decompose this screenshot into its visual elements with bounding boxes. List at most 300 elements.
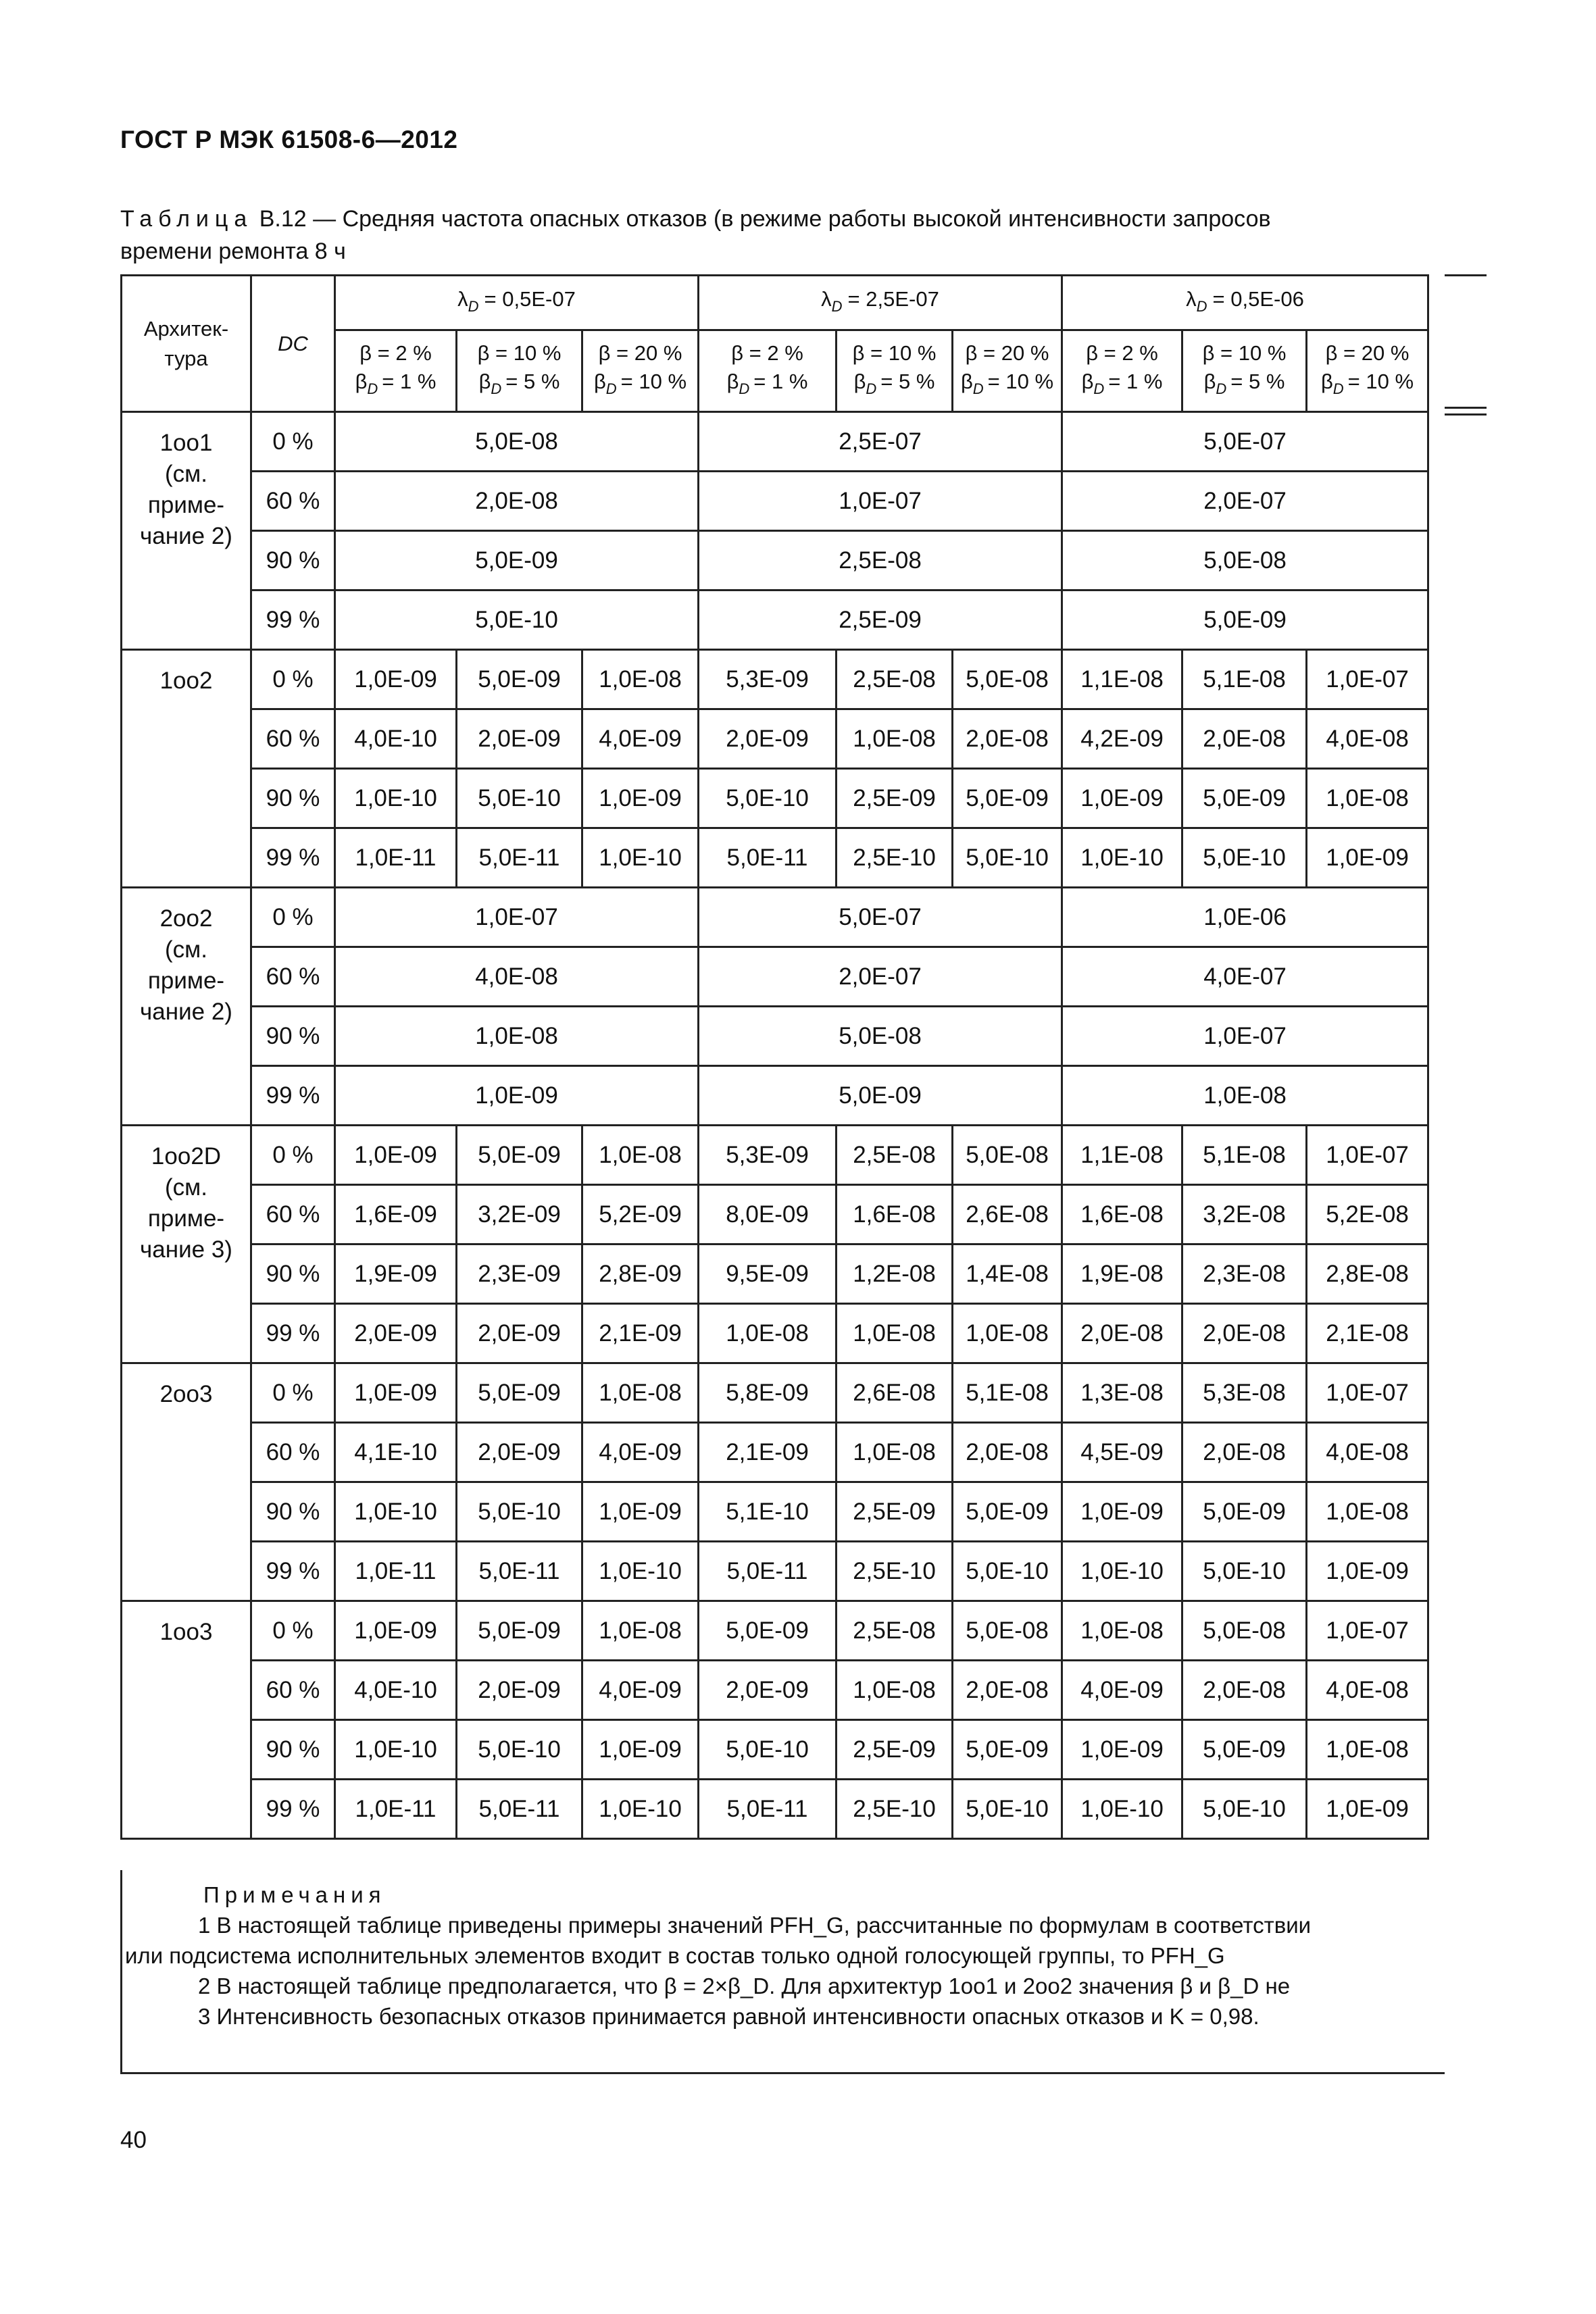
value-cell: 1,0E-10: [335, 769, 457, 828]
value-cell: 5,0E-10: [457, 1482, 582, 1542]
table-row: [122, 1542, 1428, 1601]
value-cell: 4,5E-09: [1062, 1423, 1182, 1482]
value-cell: 2,0E-09: [457, 1423, 582, 1482]
beta-d-label: [837, 368, 951, 403]
value-cell: 5,0E-11: [699, 1780, 837, 1839]
beta-subscript: D: [491, 380, 502, 397]
value-cell: 5,0E-10: [1182, 828, 1307, 888]
lambda-group-header: [1062, 276, 1428, 330]
table-top-rule-extension: [1445, 274, 1487, 276]
value-cell: 5,0E-11: [457, 1542, 582, 1601]
value-cell: 4,0E-10: [335, 709, 457, 769]
beta-subscript: D: [605, 380, 617, 397]
value-cell: 9,5E-09: [699, 1244, 837, 1304]
beta-symbol: β: [853, 369, 866, 393]
value-cell: 5,1E-08: [1182, 1126, 1307, 1185]
arch-cell: [122, 888, 251, 1126]
value-cell: 2,3E-08: [1182, 1244, 1307, 1304]
arch-header-text: Архитек-тура: [143, 316, 229, 370]
value-cell: 2,5E-09: [837, 1482, 953, 1542]
beta-label: β = 10 %: [477, 341, 562, 365]
header-row-1: [122, 276, 1428, 330]
value-cell: 2,5E-10: [837, 828, 953, 888]
lambda-subscript: D: [831, 297, 843, 315]
beta-label: β = 20 %: [965, 341, 1049, 365]
table-row: [122, 947, 1428, 1007]
value-cell: 1,0E-10: [1062, 1542, 1182, 1601]
value-cell: 5,0E-10: [699, 1720, 837, 1780]
beta-d-label: [1183, 368, 1305, 403]
value-cell: 1,0E-08: [837, 1423, 953, 1482]
lambda-symbol: λ: [1186, 286, 1197, 311]
dc-cell: 90 %: [251, 1007, 335, 1066]
value-cell: 1,0E-09: [1307, 1780, 1428, 1839]
value-cell: 1,0E-10: [335, 1720, 457, 1780]
note-2: 2 В настоящей таблице предполагается, что β = 2×β_D. Для архитектур 1oo1 и 2oo2 значения β и β_D не: [198, 1973, 1291, 1998]
value-cell: 1,9E-09: [335, 1244, 457, 1304]
merged-value-cell: 2,5E-07: [699, 412, 1062, 472]
value-cell: 5,2E-08: [1307, 1185, 1428, 1244]
value-cell: 4,0E-09: [582, 1423, 699, 1482]
arch-cell: [122, 1601, 251, 1839]
table-row: [122, 590, 1428, 650]
beta-symbol: β: [593, 369, 606, 393]
beta-subscript: D: [1093, 380, 1105, 397]
dc-cell: 60 %: [251, 1185, 335, 1244]
beta-d-label: [583, 368, 697, 403]
value-cell: 2,6E-08: [837, 1363, 953, 1423]
table-row: [122, 412, 1428, 472]
value-cell: 2,0E-08: [953, 1423, 1062, 1482]
value-cell: 5,8E-09: [699, 1363, 837, 1423]
value-cell: 1,0E-09: [335, 650, 457, 709]
value-cell: 4,0E-08: [1307, 1423, 1428, 1482]
arch-cell-text: 1oo1 (см. приме-чание 2): [140, 430, 232, 549]
value-cell: 1,0E-07: [1307, 1601, 1428, 1661]
beta-d-value: = 10 %: [987, 369, 1054, 393]
value-cell: 5,0E-10: [457, 769, 582, 828]
value-cell: 5,3E-08: [1182, 1363, 1307, 1423]
value-cell: 1,0E-09: [1062, 1482, 1182, 1542]
merged-value-cell: 1,0E-07: [1062, 1007, 1428, 1066]
value-cell: 1,0E-11: [335, 1780, 457, 1839]
table-row: [122, 1482, 1428, 1542]
value-cell: 1,0E-11: [335, 1542, 457, 1601]
value-cell: 4,0E-10: [335, 1661, 457, 1720]
dc-cell: 99 %: [251, 1780, 335, 1839]
arch-cell-text: 1oo2D (см. приме-чание 3): [140, 1143, 232, 1263]
lambda-subscript: D: [1196, 297, 1207, 315]
dc-cell: 99 %: [251, 1066, 335, 1126]
dc-cell: 0 %: [251, 888, 335, 947]
value-cell: 5,0E-09: [457, 1126, 582, 1185]
value-cell: 1,0E-10: [582, 828, 699, 888]
value-cell: 4,1E-10: [335, 1423, 457, 1482]
beta-d-label: [699, 368, 835, 403]
dc-cell: 90 %: [251, 769, 335, 828]
lambda-value: = 0,5E-06: [1212, 286, 1304, 311]
value-cell: 1,0E-10: [1062, 828, 1182, 888]
caption-line-2: времени ремонта 8 ч: [120, 238, 346, 264]
value-cell: 1,0E-08: [837, 709, 953, 769]
value-cell: 2,0E-08: [1182, 1304, 1307, 1363]
dc-cell: 0 %: [251, 650, 335, 709]
value-cell: 1,0E-08: [582, 1601, 699, 1661]
value-cell: 5,0E-09: [953, 769, 1062, 828]
beta-label: β = 20 %: [1325, 341, 1410, 365]
value-cell: 1,0E-08: [582, 1126, 699, 1185]
value-cell: 5,3E-09: [699, 1126, 837, 1185]
dc-cell: 99 %: [251, 1304, 335, 1363]
value-cell: 2,5E-09: [837, 769, 953, 828]
caption-text: В.12 — Средняя частота опасных отказов (в режиме работы высокой интенсивности запросов: [253, 206, 1271, 232]
value-cell: 1,3E-08: [1062, 1363, 1182, 1423]
value-cell: 2,1E-09: [699, 1423, 837, 1482]
table-row: [122, 1423, 1428, 1482]
value-cell: 2,0E-08: [1062, 1304, 1182, 1363]
value-cell: 4,0E-09: [1062, 1661, 1182, 1720]
beta-header: [1307, 330, 1428, 412]
value-cell: 3,2E-08: [1182, 1185, 1307, 1244]
value-cell: 1,0E-08: [582, 1363, 699, 1423]
dc-cell: 60 %: [251, 709, 335, 769]
value-cell: 1,0E-09: [582, 769, 699, 828]
value-cell: 1,4E-08: [953, 1244, 1062, 1304]
value-cell: 1,2E-08: [837, 1244, 953, 1304]
value-cell: 4,2E-09: [1062, 709, 1182, 769]
table-row: [122, 531, 1428, 590]
value-cell: 5,0E-11: [457, 1780, 582, 1839]
value-cell: 2,8E-08: [1307, 1244, 1428, 1304]
table-row: [122, 1007, 1428, 1066]
merged-value-cell: 1,0E-07: [335, 888, 699, 947]
value-cell: 1,0E-08: [1307, 1720, 1428, 1780]
value-cell: 5,0E-10: [953, 1780, 1062, 1839]
value-cell: 5,0E-09: [457, 1601, 582, 1661]
table-row: [122, 650, 1428, 709]
table-row: [122, 472, 1428, 531]
arch-cell-text: 1oo2: [159, 668, 213, 694]
beta-header: [1062, 330, 1182, 412]
arch-cell: [122, 1363, 251, 1601]
value-cell: 1,0E-09: [335, 1363, 457, 1423]
dc-cell: 60 %: [251, 947, 335, 1007]
value-cell: 5,0E-10: [953, 1542, 1062, 1601]
merged-value-cell: 4,0E-07: [1062, 947, 1428, 1007]
value-cell: 2,3E-09: [457, 1244, 582, 1304]
value-cell: 1,0E-09: [335, 1601, 457, 1661]
beta-d-value: = 5 %: [505, 369, 560, 393]
merged-value-cell: 5,0E-09: [699, 1066, 1062, 1126]
caption-line-1: [120, 203, 1445, 235]
value-cell: 1,1E-08: [1062, 650, 1182, 709]
beta-header: [953, 330, 1062, 412]
value-cell: 2,0E-08: [1182, 709, 1307, 769]
table-row: [122, 1363, 1428, 1423]
beta-label: β = 10 %: [1202, 341, 1287, 365]
merged-value-cell: 5,0E-08: [1062, 531, 1428, 590]
beta-d-value: = 5 %: [1230, 369, 1285, 393]
header-rule-extension: [1445, 407, 1487, 409]
beta-label: β = 2 %: [1086, 341, 1158, 365]
beta-d-value: = 1 %: [753, 369, 808, 393]
value-cell: 1,1E-08: [1062, 1126, 1182, 1185]
note-1b: или подсистема исполнительных элементов входит в состав только одной голосующей группы, то PFH_G: [125, 1943, 1225, 1968]
merged-value-cell: 5,0E-07: [699, 888, 1062, 947]
dc-cell: 60 %: [251, 1661, 335, 1720]
value-cell: 1,0E-09: [1307, 1542, 1428, 1601]
merged-value-cell: 2,0E-07: [1062, 472, 1428, 531]
dc-cell: 0 %: [251, 1363, 335, 1423]
value-cell: 5,3E-09: [699, 650, 837, 709]
merged-value-cell: 5,0E-09: [335, 531, 699, 590]
value-cell: 5,0E-10: [953, 828, 1062, 888]
beta-subscript: D: [367, 380, 378, 397]
value-cell: 5,0E-08: [1182, 1601, 1307, 1661]
beta-subscript: D: [739, 380, 750, 397]
beta-label: β = 2 %: [359, 341, 432, 365]
value-cell: 2,1E-09: [582, 1304, 699, 1363]
value-cell: 1,0E-08: [1062, 1601, 1182, 1661]
dc-cell: 0 %: [251, 1601, 335, 1661]
value-cell: 1,6E-09: [335, 1185, 457, 1244]
dc-header-text: DC: [278, 331, 308, 355]
table-row: [122, 1126, 1428, 1185]
lambda-value: = 2,5E-07: [847, 286, 939, 311]
value-cell: 1,0E-08: [582, 650, 699, 709]
merged-value-cell: 2,0E-07: [699, 947, 1062, 1007]
beta-symbol: β: [960, 369, 973, 393]
value-cell: 2,0E-09: [457, 709, 582, 769]
value-cell: 5,0E-08: [953, 1126, 1062, 1185]
arch-header: [122, 276, 251, 412]
dc-cell: 90 %: [251, 1482, 335, 1542]
beta-header: [335, 330, 457, 412]
value-cell: 2,5E-10: [837, 1780, 953, 1839]
dc-cell: 90 %: [251, 1244, 335, 1304]
value-cell: 2,0E-08: [953, 709, 1062, 769]
header-rule-extension-2: [1445, 413, 1487, 416]
value-cell: 1,0E-07: [1307, 650, 1428, 709]
table-row: [122, 769, 1428, 828]
lambda-symbol: λ: [457, 286, 468, 311]
arch-cell-text: 1oo3: [159, 1619, 213, 1645]
merged-value-cell: 1,0E-06: [1062, 888, 1428, 947]
beta-d-value: = 10 %: [620, 369, 687, 393]
table-row: [122, 1244, 1428, 1304]
value-cell: 2,0E-09: [699, 709, 837, 769]
value-cell: 8,0E-09: [699, 1185, 837, 1244]
table-row: [122, 1780, 1428, 1839]
beta-symbol: β: [1320, 369, 1333, 393]
value-cell: 1,0E-08: [1307, 1482, 1428, 1542]
value-cell: 1,9E-08: [1062, 1244, 1182, 1304]
beta-header: [582, 330, 699, 412]
value-cell: 2,0E-09: [457, 1304, 582, 1363]
table-row: [122, 709, 1428, 769]
merged-value-cell: 2,5E-08: [699, 531, 1062, 590]
beta-symbol: β: [478, 369, 491, 393]
value-cell: 2,6E-08: [953, 1185, 1062, 1244]
dc-cell: 99 %: [251, 1542, 335, 1601]
beta-d-label: [953, 368, 1061, 403]
value-cell: 1,0E-08: [1307, 769, 1428, 828]
value-cell: 2,1E-08: [1307, 1304, 1428, 1363]
value-cell: 2,0E-08: [1182, 1423, 1307, 1482]
lambda-value: = 0,5E-07: [484, 286, 576, 311]
value-cell: 2,5E-09: [837, 1720, 953, 1780]
value-cell: 5,2E-09: [582, 1185, 699, 1244]
value-cell: 1,6E-08: [1062, 1185, 1182, 1244]
beta-label: β = 2 %: [731, 341, 803, 365]
value-cell: 5,0E-10: [1182, 1542, 1307, 1601]
merged-value-cell: 2,0E-08: [335, 472, 699, 531]
value-cell: 5,0E-09: [1182, 1482, 1307, 1542]
value-cell: 2,8E-09: [582, 1244, 699, 1304]
value-cell: 4,0E-08: [1307, 1661, 1428, 1720]
value-cell: 2,5E-08: [837, 1601, 953, 1661]
arch-cell: [122, 1126, 251, 1363]
dc-cell: 90 %: [251, 531, 335, 590]
merged-value-cell: 5,0E-08: [699, 1007, 1062, 1066]
dc-cell: 0 %: [251, 412, 335, 472]
beta-symbol: β: [1081, 369, 1094, 393]
beta-header: [1182, 330, 1307, 412]
lambda-subscript: D: [468, 297, 479, 315]
value-cell: 2,0E-09: [699, 1661, 837, 1720]
value-cell: 5,0E-09: [699, 1601, 837, 1661]
data-table: [120, 274, 1429, 1840]
merged-value-cell: 1,0E-08: [335, 1007, 699, 1066]
beta-d-value: = 1 %: [382, 369, 437, 393]
beta-symbol: β: [1203, 369, 1216, 393]
beta-label: β = 10 %: [852, 341, 937, 365]
value-cell: 2,0E-09: [335, 1304, 457, 1363]
dc-cell: 60 %: [251, 472, 335, 531]
dc-cell: 90 %: [251, 1720, 335, 1780]
value-cell: 5,0E-10: [457, 1720, 582, 1780]
beta-d-value: = 10 %: [1347, 369, 1414, 393]
dc-cell: 0 %: [251, 1126, 335, 1185]
beta-symbol: β: [355, 369, 368, 393]
value-cell: 4,0E-09: [582, 1661, 699, 1720]
caption-label: Таблица: [120, 206, 253, 232]
dc-cell: 60 %: [251, 1423, 335, 1482]
beta-header: [457, 330, 582, 412]
merged-value-cell: 1,0E-08: [1062, 1066, 1428, 1126]
value-cell: 2,5E-10: [837, 1542, 953, 1601]
value-cell: 5,0E-08: [953, 1601, 1062, 1661]
value-cell: 5,0E-09: [953, 1482, 1062, 1542]
value-cell: 1,0E-08: [699, 1304, 837, 1363]
value-cell: 1,0E-09: [335, 1126, 457, 1185]
value-cell: 5,0E-09: [457, 650, 582, 709]
beta-subscript: D: [866, 380, 877, 397]
value-cell: 1,0E-09: [582, 1720, 699, 1780]
beta-d-label: [457, 368, 581, 403]
beta-subscript: D: [1216, 380, 1227, 397]
beta-d-value: = 5 %: [880, 369, 935, 393]
merged-value-cell: 1,0E-09: [335, 1066, 699, 1126]
value-cell: 1,0E-07: [1307, 1126, 1428, 1185]
value-cell: 1,0E-11: [335, 828, 457, 888]
value-cell: 1,0E-10: [582, 1780, 699, 1839]
value-cell: 4,0E-09: [582, 709, 699, 769]
merged-value-cell: 5,0E-09: [1062, 590, 1428, 650]
merged-value-cell: 5,0E-07: [1062, 412, 1428, 472]
value-cell: 4,0E-08: [1307, 709, 1428, 769]
value-cell: 1,0E-09: [1062, 769, 1182, 828]
document-header: ГОСТ Р МЭК 61508-6—2012: [120, 126, 458, 153]
value-cell: 1,0E-09: [582, 1482, 699, 1542]
value-cell: 1,0E-08: [837, 1661, 953, 1720]
value-cell: 5,0E-10: [699, 769, 837, 828]
value-cell: 1,0E-10: [335, 1482, 457, 1542]
value-cell: 5,0E-11: [699, 1542, 837, 1601]
value-cell: 1,0E-07: [1307, 1363, 1428, 1423]
notes-block: [120, 1870, 1445, 2074]
table-row: [122, 1185, 1428, 1244]
arch-cell: [122, 650, 251, 888]
beta-label: β = 20 %: [598, 341, 682, 365]
value-cell: 5,0E-10: [1182, 1780, 1307, 1839]
value-cell: 5,1E-10: [699, 1482, 837, 1542]
value-cell: 2,5E-08: [837, 1126, 953, 1185]
table-row: [122, 1661, 1428, 1720]
merged-value-cell: 5,0E-10: [335, 590, 699, 650]
notes-title: Примечания: [203, 1882, 386, 1907]
table-row: [122, 1066, 1428, 1126]
dc-header: [251, 276, 335, 412]
arch-cell-text: 2oo3: [159, 1381, 213, 1407]
merged-value-cell: 4,0E-08: [335, 947, 699, 1007]
beta-header: [699, 330, 837, 412]
table-row: [122, 1304, 1428, 1363]
arch-cell-text: 2oo2 (см. приме-чание 2): [140, 905, 232, 1025]
table-caption: [120, 203, 1445, 268]
table-row: [122, 1601, 1428, 1661]
value-cell: 5,0E-09: [1182, 769, 1307, 828]
value-cell: 5,0E-11: [457, 828, 582, 888]
value-cell: 2,0E-08: [953, 1661, 1062, 1720]
note-3: 3 Интенсивность безопасных отказов принимается равной интенсивности опасных отказов и K = 0,98.: [198, 2004, 1260, 2029]
merged-value-cell: 2,5E-09: [699, 590, 1062, 650]
value-cell: 1,0E-10: [1062, 1780, 1182, 1839]
beta-subscript: D: [972, 380, 984, 397]
beta-d-label: [336, 368, 455, 403]
value-cell: 5,0E-08: [953, 650, 1062, 709]
beta-d-label: [1307, 368, 1427, 403]
value-cell: 1,0E-09: [1062, 1720, 1182, 1780]
page-number: 40: [120, 2127, 147, 2153]
lambda-symbol: λ: [821, 286, 832, 311]
value-cell: 5,0E-09: [953, 1720, 1062, 1780]
merged-value-cell: 5,0E-08: [335, 412, 699, 472]
value-cell: 2,0E-08: [1182, 1661, 1307, 1720]
value-cell: 5,1E-08: [953, 1363, 1062, 1423]
value-cell: 2,5E-08: [837, 650, 953, 709]
dc-cell: 99 %: [251, 590, 335, 650]
table-row: [122, 1720, 1428, 1780]
arch-cell: [122, 412, 251, 650]
table-row: [122, 888, 1428, 947]
merged-value-cell: 1,0E-07: [699, 472, 1062, 531]
beta-d-label: [1063, 368, 1181, 403]
value-cell: 5,0E-11: [699, 828, 837, 888]
beta-header: [837, 330, 953, 412]
value-cell: 5,1E-08: [1182, 650, 1307, 709]
table-row: [122, 828, 1428, 888]
